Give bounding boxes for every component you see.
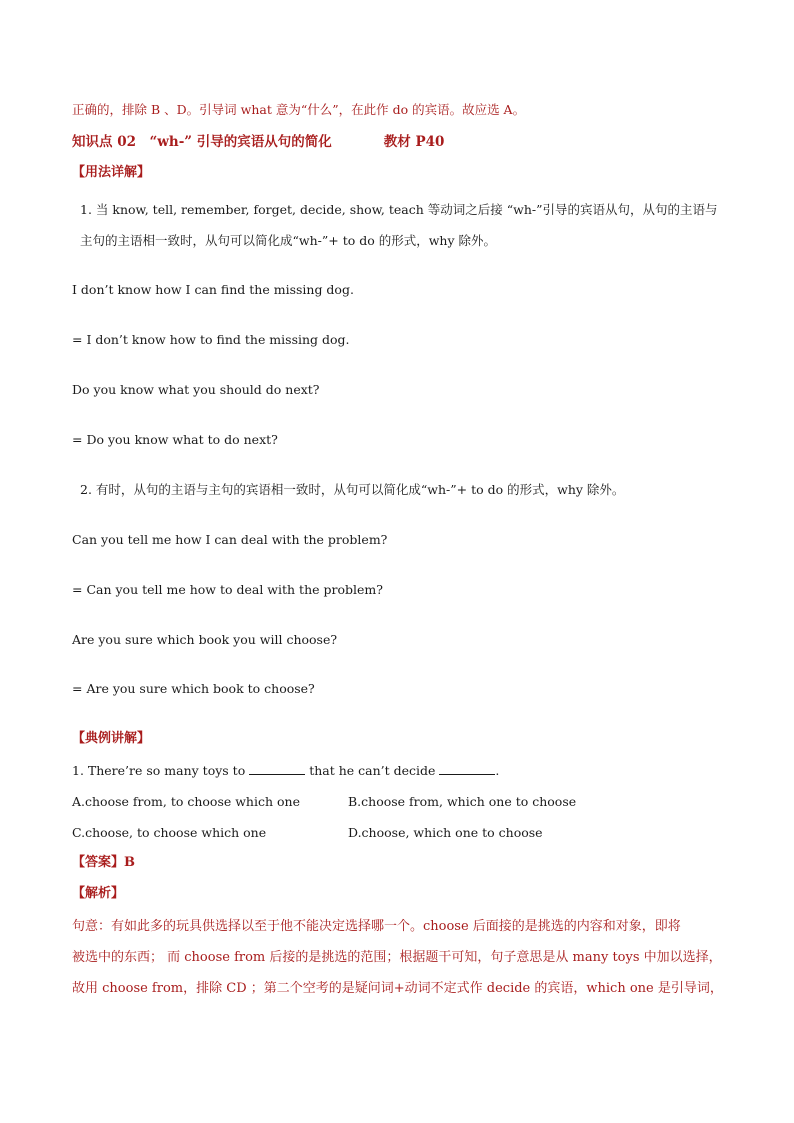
usage-section-label: 【用法详解】	[72, 165, 151, 180]
textbook-page-ref: 教材 P40	[383, 134, 445, 150]
rule-2-line: 2. 有时，从句的主语与主句的宾语相一致时，从句可以简化成“wh-”+ to do 的形式，why 除外。	[80, 482, 625, 497]
answer-blank-2	[439, 762, 495, 775]
example-sentence: Can you tell me how I can deal with the problem?	[72, 532, 388, 547]
example-section-label: 【典例讲解】	[72, 731, 151, 746]
example-sentence: = I don’t know how to find the missing dog.	[72, 332, 350, 347]
rule-1-line-1: 1. 当 know, tell, remember, forget, decide, show, teach 等动词之后接 “wh-”引导的宾语从句，从句的主语与	[80, 202, 718, 217]
question-text-part-3: .	[495, 763, 500, 778]
analysis-line-2: 被选中的东西； 而 choose from 后接的是挑选的范围；根据题干可知，句子意思是从 many toys 中加以选择，	[72, 950, 722, 965]
answer-value: B	[124, 855, 136, 870]
question-text-part-2: that he can’t decide	[305, 763, 440, 778]
analysis-line-1: 句意：有如此多的玩具供选择以至于他不能决定选择哪一个。choose 后面接的是挑选的内容和对象，即将	[72, 919, 681, 934]
option-a: A.choose from, to choose which one	[72, 794, 300, 809]
knowledge-point-heading	[72, 133, 444, 151]
example-sentence: = Can you tell me how to deal with the problem?	[72, 582, 383, 597]
question-text-part-1: 1. There’re so many toys to	[72, 763, 250, 778]
example-sentence: = Do you know what to do next?	[72, 432, 278, 447]
knowledge-point-title: 知识点 02 “wh-” 引导的宾语从句的简化	[72, 134, 332, 150]
rule-1-line-2: 主句的主语相一致时，从句可以简化成“wh-”+ to do 的形式，why 除外。	[80, 233, 497, 248]
answer-line	[72, 854, 135, 872]
example-sentence: Do you know what you should do next?	[72, 382, 320, 397]
analysis-section-label: 【解析】	[72, 886, 125, 901]
previous-explanation-line: 正确的，排除 B 、D。引导词 what 意为“什么”，在此作 do 的宾语。故应选 A。	[72, 102, 526, 117]
answer-blank-1	[249, 762, 305, 775]
option-c: C.choose, to choose which one	[72, 825, 267, 840]
analysis-line-3: 故用 choose from，排除 CD ；第二个空考的是疑问词+动词不定式作 decide 的宾语，which one 是引导词，	[72, 981, 723, 996]
example-sentence: Are you sure which book you will choose?	[72, 632, 338, 647]
exercise-question	[72, 762, 499, 780]
option-d: D.choose, which one to choose	[348, 825, 543, 840]
example-sentence: = Are you sure which book to choose?	[72, 681, 315, 696]
example-sentence: I don’t know how I can find the missing dog.	[72, 282, 354, 297]
option-b: B.choose from, which one to choose	[348, 794, 577, 809]
answer-label: 【答案】	[72, 855, 125, 870]
